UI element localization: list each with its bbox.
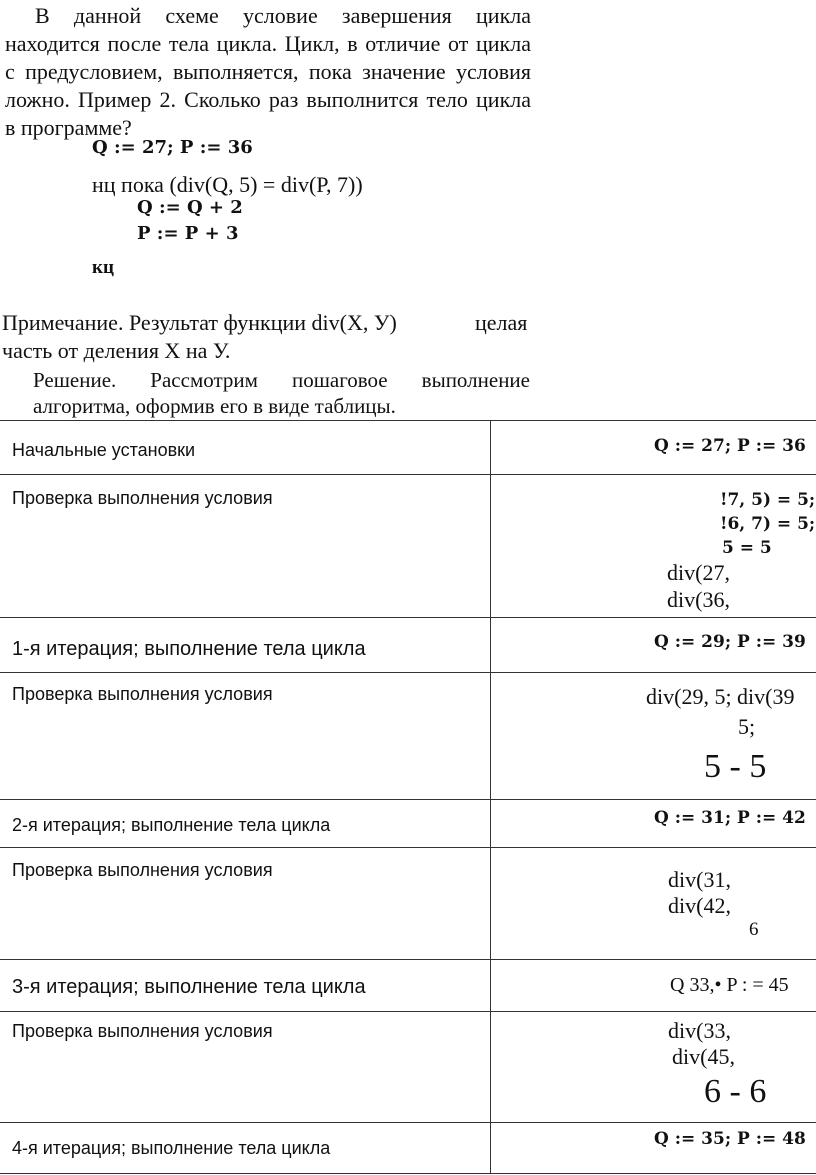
row-label: Проверка выполнения условия (12, 1021, 273, 1041)
row-value: Q := 31; P := 42 (654, 808, 806, 828)
table-rule (0, 959, 816, 960)
note-line-2: часть от деления X на У. (2, 338, 231, 363)
row-value: Q := 29; P := 39 (654, 632, 806, 652)
table-rule (0, 672, 816, 673)
row-value: div(45, (672, 1044, 735, 1069)
table-rule (0, 420, 816, 421)
row-value: div(33, (668, 1018, 731, 1043)
table-rule (0, 799, 816, 800)
code-loop-header: нц пока (div(Q, 5) = div(P, 7)) (92, 172, 363, 197)
table-rule (0, 617, 816, 618)
solution-line-1: Решение. Рассмотрим пошаговое выполнение (33, 368, 530, 392)
table-rule (0, 1173, 816, 1174)
code-body-1: Q := Q + 2 (137, 197, 243, 218)
table-rule (0, 1011, 816, 1012)
row-value: Q 33,• P : = 45 (670, 974, 789, 996)
row-label: 3-я итерация; выполнение тела цикла (12, 976, 366, 998)
row-value: div(27, (667, 560, 730, 585)
row-value: 5; (738, 714, 756, 739)
intro-paragraph (5, 2, 531, 142)
code-loop-end: кц (92, 257, 114, 278)
row-value: Q := 35; P := 48 (654, 1129, 806, 1149)
row-value: !7, 5) = 5; (720, 490, 816, 510)
table-rule (0, 474, 816, 475)
intro-line-1: В данной схеме условие завершения цикла (35, 3, 531, 28)
row-label: 2-я итерация; выполнение тела цикла (12, 815, 331, 835)
row-value: div(42, (668, 893, 731, 918)
solution-line-2: алгоритма, оформив его в виде таблицы. (33, 394, 396, 418)
row-label: Начальные установки (12, 440, 196, 460)
intro-line-2: находится после тела цикла. Цикл, в отличие от цикла (5, 31, 531, 56)
row-label: 1-я итерация; выполнение тела цикла (12, 638, 366, 660)
code-body-2: P := P + 3 (137, 223, 239, 244)
note-line-1a: Примечание. Результат функции div(X, У) (2, 310, 397, 335)
row-label: Проверка выполнения условия (12, 860, 273, 880)
code-init: Q := 27; P := 36 (92, 137, 253, 158)
row-label: Проверка выполнения условия (12, 684, 273, 704)
table-rule (0, 1122, 816, 1123)
intro-line-5: в программе? (5, 115, 132, 140)
table-divider (490, 420, 491, 1174)
row-value: div(31, (668, 867, 731, 892)
row-value: 6 (749, 919, 759, 940)
row-value: 6 - 6 (704, 1073, 767, 1110)
note-line-1b: целая (475, 310, 528, 335)
row-value: !6, 7) = 5; (720, 514, 816, 534)
row-label: 4-я итерация; выполнение тела цикла (12, 1138, 331, 1158)
row-value: 5 - 5 (704, 748, 767, 785)
row-value: Q := 27; P := 36 (654, 436, 806, 456)
row-value: 5 = 5 (722, 538, 772, 558)
row-label: Проверка выполнения условия (12, 488, 273, 508)
intro-line-3: с предусловием, выполняется, пока значение условия (5, 59, 531, 84)
row-value: div(36, (667, 587, 730, 612)
table-rule (0, 847, 816, 848)
row-value: div(29, 5; div(39 (646, 684, 795, 709)
intro-line-4: ложно. Пример 2. Сколько раз выполнится тело цикла (5, 87, 531, 112)
